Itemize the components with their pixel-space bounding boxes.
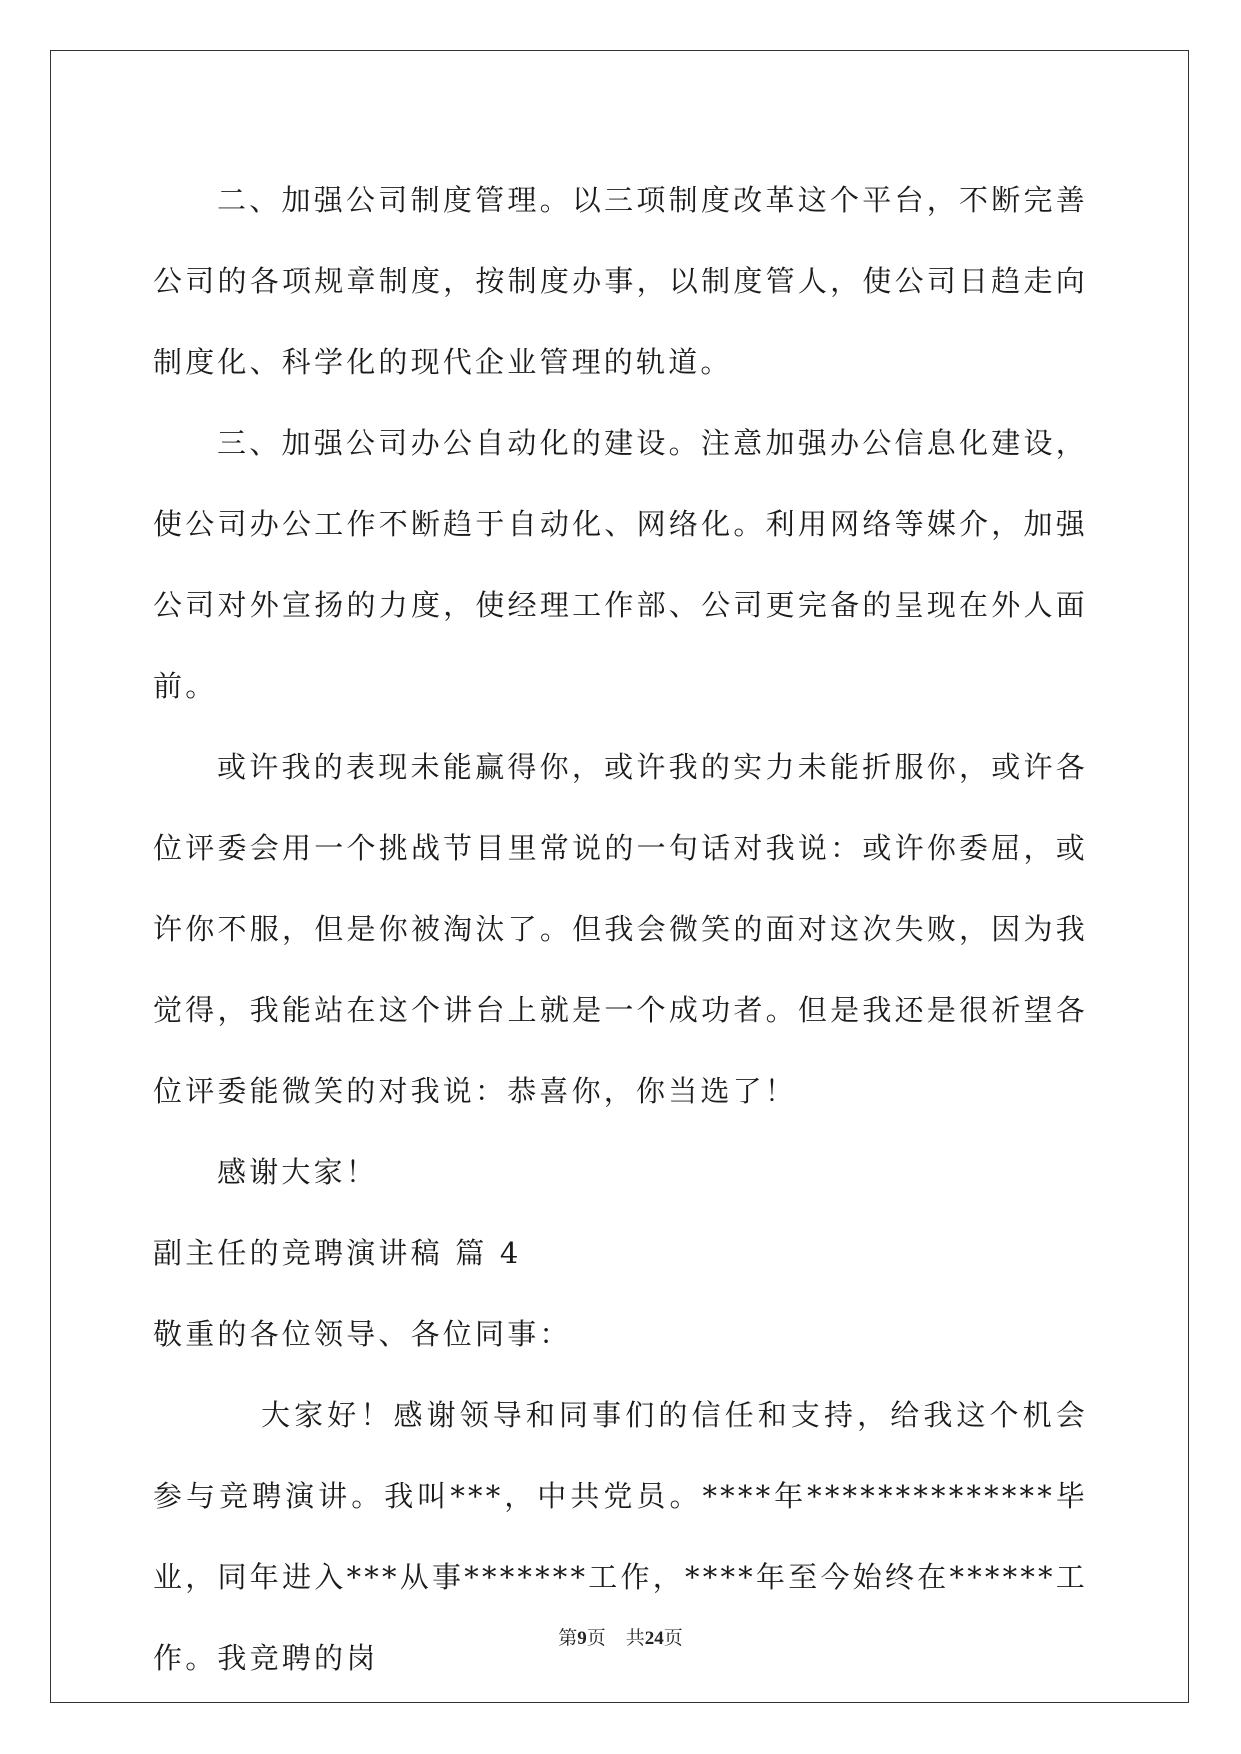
page-footer [0, 1623, 1241, 1650]
paragraph-thanks: 感谢大家！ [217, 1155, 379, 1189]
total-pages: 24 [644, 1628, 664, 1649]
page-prefix: 第 [558, 1628, 578, 1649]
section-title: 副主任的竞聘演讲稿 篇 4 [153, 1236, 522, 1270]
salutation: 敬重的各位领导、各位同事： [153, 1317, 572, 1351]
paragraph-speech-intro: 大家好！感谢领导和同事们的信任和支持，给我这个机会参与竞聘演讲。我叫***，中共党员。****年**************毕业，同年进入***从事*******工作，****年至今始终在******工作。我竞聘的岗 [153, 1398, 1088, 1675]
paragraph-office-automation: 三、加强公司办公自动化的建设。注意加强办公信息化建设，使公司办公工作不断趋于自动化、网络化。利用网络等媒介，加强公司对外宣扬的力度，使经理工作部、公司更完备的呈现在外人面前。 [153, 426, 1088, 703]
paragraph-system-management: 二、加强公司制度管理。以三项制度改革这个平台，不断完善公司的各项规章制度，按制度办事，以制度管人，使公司日趋走向制度化、科学化的现代企业管理的轨道。 [153, 183, 1088, 379]
paragraph-closing-remarks: 或许我的表现未能赢得你，或许我的实力未能折服你，或许各位评委会用一个挑战节目里常说的一句话对我说：或许你委屈，或许你不服，但是你被淘汰了。但我会微笑的面对这次失败，因为我觉得，我能站在这个讲台上就是一个成功者。但是我还是很祈望各位评委能微笑的对我说：恭喜你，你当选了！ [153, 750, 1088, 1108]
page-number: 9 [577, 1628, 587, 1649]
document-body [153, 160, 1088, 1699]
page-suffix: 页 [586, 1628, 606, 1649]
total-prefix: 共 [625, 1628, 645, 1649]
total-suffix: 页 [663, 1628, 683, 1649]
